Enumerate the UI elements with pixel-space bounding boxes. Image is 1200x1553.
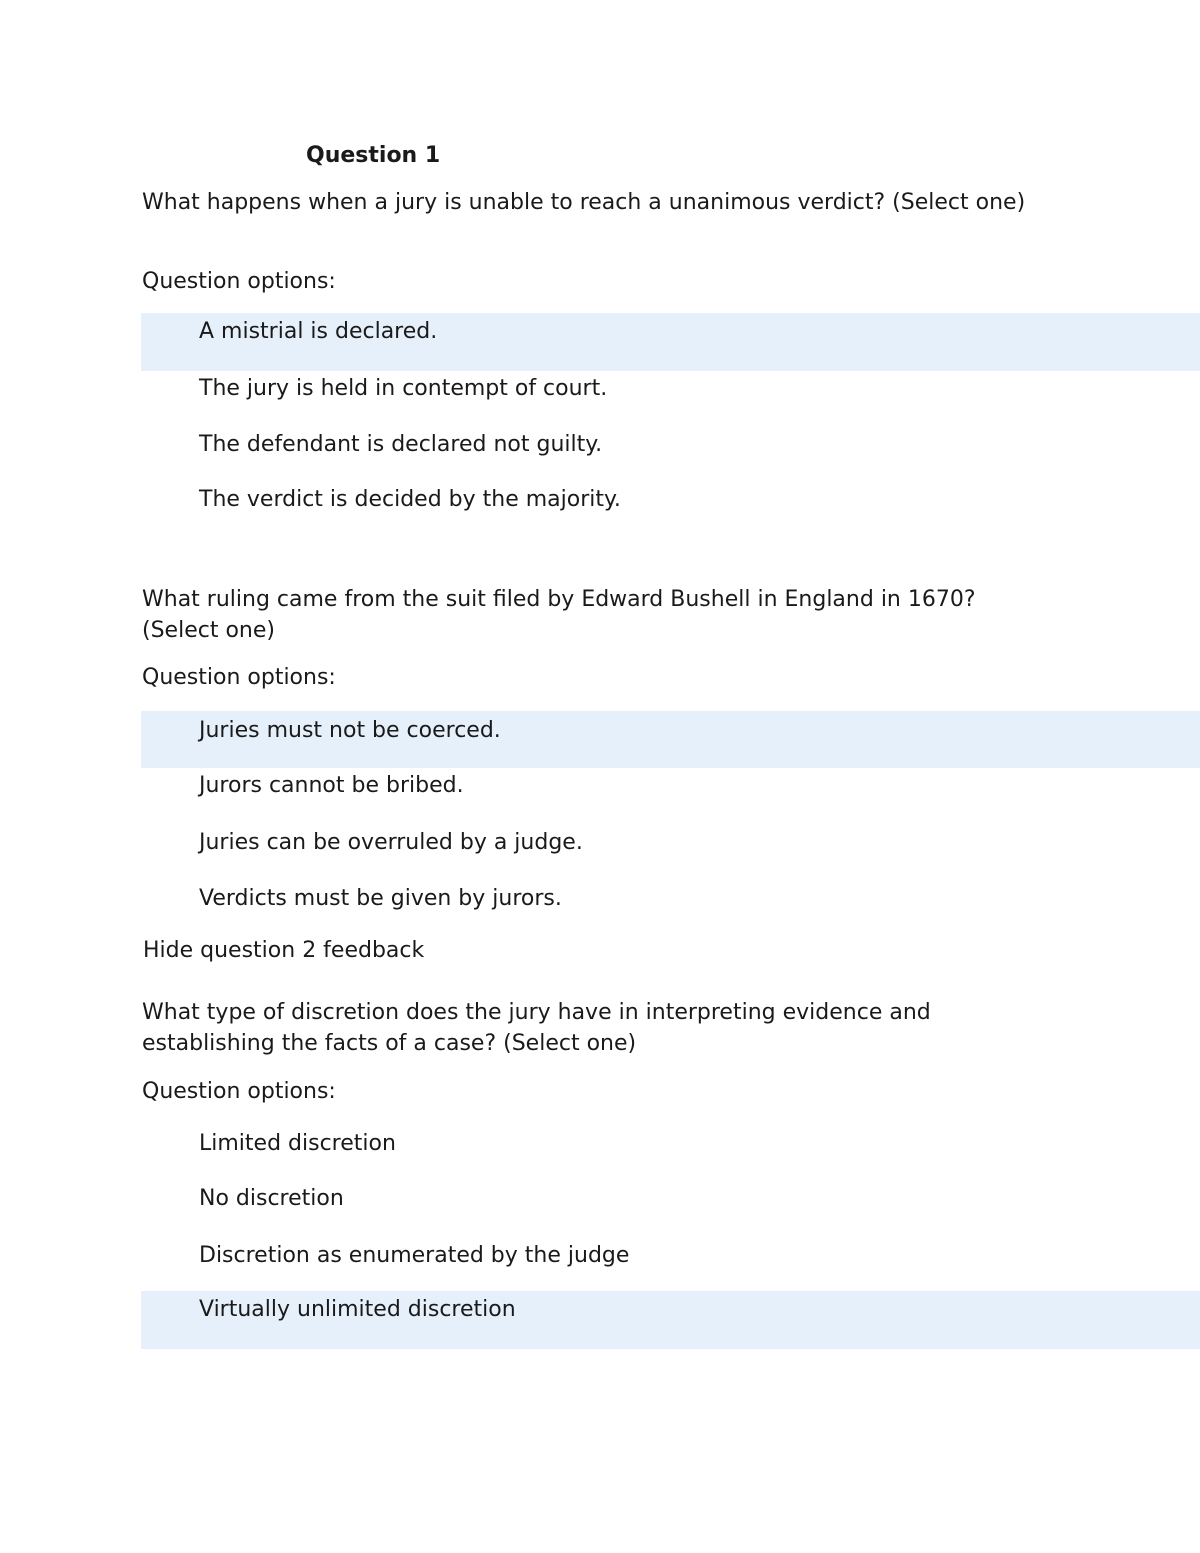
question-1-option-1[interactable]: A mistrial is declared. xyxy=(199,319,438,344)
question-2-option-2[interactable]: Jurors cannot be bribed. xyxy=(199,773,464,798)
question-1-option-2[interactable]: The jury is held in contempt of court. xyxy=(199,376,608,401)
question-1-text: What happens when a jury is unable to reach a unanimous verdict? (Select one) xyxy=(142,190,1026,215)
question-2-options-label: Question options: xyxy=(142,665,336,690)
question-1-options-label: Question options: xyxy=(142,269,336,294)
page-title: Question 1 xyxy=(306,143,441,168)
hide-feedback-link[interactable]: Hide question 2 feedback xyxy=(143,938,425,963)
question-1-option-3[interactable]: The defendant is declared not guilty. xyxy=(199,432,603,457)
question-1-option-4[interactable]: The verdict is decided by the majority. xyxy=(199,487,621,512)
question-2-option-1[interactable]: Juries must not be coerced. xyxy=(199,718,501,743)
question-3-option-1[interactable]: Limited discretion xyxy=(199,1131,396,1156)
question-3-option-3[interactable]: Discretion as enumerated by the judge xyxy=(199,1243,630,1268)
question-2-option-3[interactable]: Juries can be overruled by a judge. xyxy=(199,830,583,855)
question-3-option-2[interactable]: No discretion xyxy=(199,1186,344,1211)
question-2-text: What ruling came from the suit filed by Edward Bushell in England in 1670? (Select one) xyxy=(142,587,976,643)
question-3-option-4[interactable]: Virtually unlimited discretion xyxy=(199,1297,516,1322)
question-3-text: What type of discretion does the jury have in interpreting evidence and establishing the facts of a case? (Select one) xyxy=(142,1000,931,1056)
question-3-options-label: Question options: xyxy=(142,1079,336,1104)
question-2-option-4[interactable]: Verdicts must be given by jurors. xyxy=(199,886,562,911)
